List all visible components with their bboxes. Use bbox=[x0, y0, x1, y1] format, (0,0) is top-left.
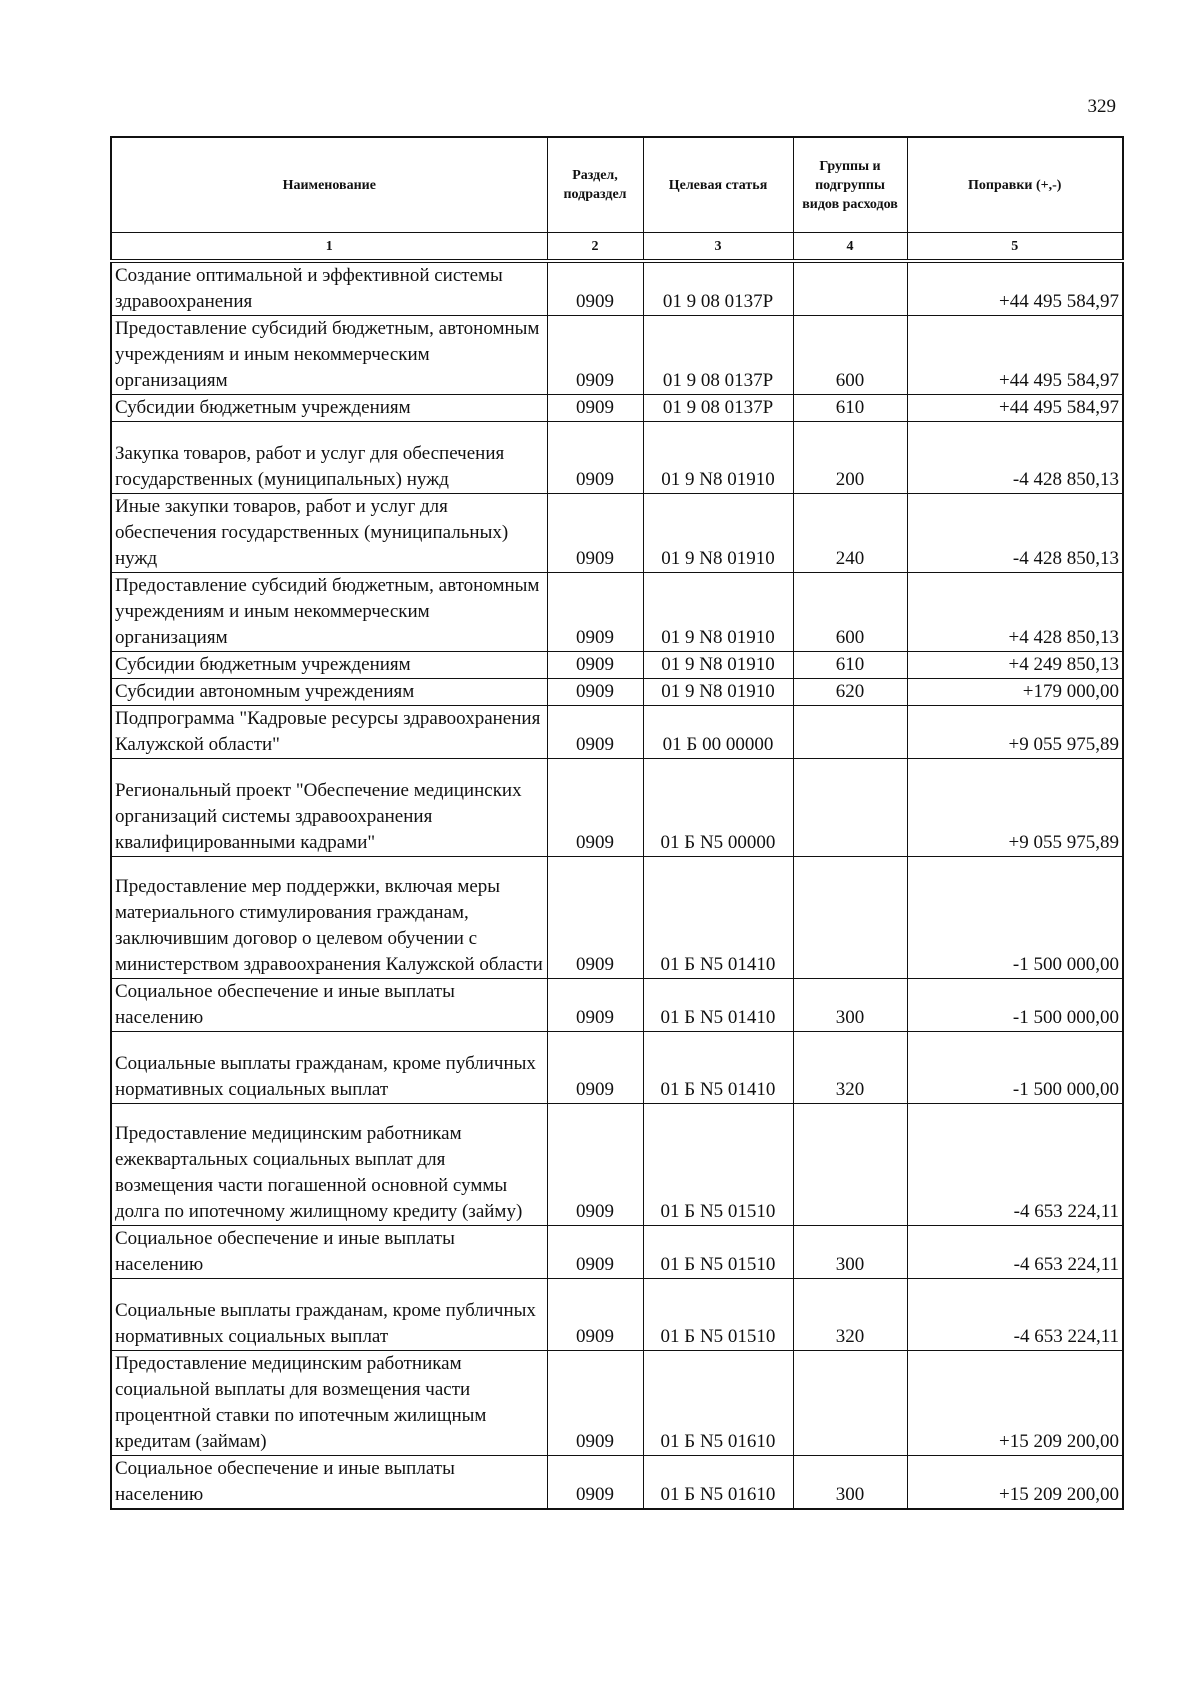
row-name-cell: Субсидии бюджетным учреждениям bbox=[111, 395, 547, 422]
table-row bbox=[111, 857, 1123, 979]
row-name-cell: Предоставление медицинским работникам социальной выплаты для возмещения части процентной ставки по ипотечным жилищным кредитам (займам) bbox=[111, 1351, 547, 1456]
row-article-cell: 01 Б N5 01510 bbox=[643, 1104, 793, 1226]
table-row bbox=[111, 422, 1123, 494]
row-amount-cell: -1 500 000,00 bbox=[907, 857, 1123, 979]
row-name-cell: Социальное обеспечение и иные выплаты населению bbox=[111, 1456, 547, 1510]
row-article-cell: 01 Б N5 01410 bbox=[643, 857, 793, 979]
row-amount-cell: +44 495 584,97 bbox=[907, 395, 1123, 422]
table-row bbox=[111, 1351, 1123, 1456]
table-row bbox=[111, 494, 1123, 573]
row-group-cell bbox=[793, 1104, 907, 1226]
row-article-cell: 01 9 N8 01910 bbox=[643, 494, 793, 573]
table-row bbox=[111, 1456, 1123, 1510]
row-section-cell: 0909 bbox=[547, 706, 643, 759]
table-row bbox=[111, 1226, 1123, 1279]
column-number: 5 bbox=[907, 233, 1123, 262]
row-amount-cell: +4 249 850,13 bbox=[907, 652, 1123, 679]
row-name-cell: Подпрограмма "Кадровые ресурсы здравоохранения Калужской области" bbox=[111, 706, 547, 759]
row-amount-cell: -4 653 224,11 bbox=[907, 1104, 1123, 1226]
row-group-cell bbox=[793, 1351, 907, 1456]
row-group-cell: 300 bbox=[793, 979, 907, 1032]
row-amount-cell: +15 209 200,00 bbox=[907, 1351, 1123, 1456]
row-section-cell: 0909 bbox=[547, 857, 643, 979]
row-group-cell: 300 bbox=[793, 1456, 907, 1510]
row-section-cell: 0909 bbox=[547, 759, 643, 857]
row-group-cell: 320 bbox=[793, 1032, 907, 1104]
row-group-cell: 610 bbox=[793, 395, 907, 422]
row-article-cell: 01 9 N8 01910 bbox=[643, 679, 793, 706]
row-article-cell: 01 Б N5 01410 bbox=[643, 1032, 793, 1104]
table-body bbox=[111, 261, 1123, 1509]
row-group-cell: 600 bbox=[793, 316, 907, 395]
table-row bbox=[111, 1104, 1123, 1226]
row-name-cell: Предоставление мер поддержки, включая меры материального стимулирования гражданам, заключившим договор о целевом обучении с министерством здравоохранения Калужской области bbox=[111, 857, 547, 979]
row-section-cell: 0909 bbox=[547, 494, 643, 573]
table-row bbox=[111, 679, 1123, 706]
row-group-cell bbox=[793, 706, 907, 759]
row-group-cell: 240 bbox=[793, 494, 907, 573]
row-amount-cell: +9 055 975,89 bbox=[907, 759, 1123, 857]
table-row bbox=[111, 759, 1123, 857]
row-group-cell bbox=[793, 857, 907, 979]
row-amount-cell: +179 000,00 bbox=[907, 679, 1123, 706]
row-name-cell: Социальное обеспечение и иные выплаты населению bbox=[111, 1226, 547, 1279]
table-row bbox=[111, 261, 1123, 316]
table-row bbox=[111, 1032, 1123, 1104]
row-group-cell: 320 bbox=[793, 1279, 907, 1351]
row-group-cell bbox=[793, 759, 907, 857]
row-article-cell: 01 Б N5 01510 bbox=[643, 1226, 793, 1279]
table-row bbox=[111, 395, 1123, 422]
row-name-cell: Предоставление медицинским работникам ежеквартальных социальных выплат для возмещения части погашенной основной суммы долга по ипотечному жилищному кредиту (займу) bbox=[111, 1104, 547, 1226]
row-name-cell: Создание оптимальной и эффективной системы здравоохранения bbox=[111, 261, 547, 316]
row-section-cell: 0909 bbox=[547, 1279, 643, 1351]
table-row bbox=[111, 316, 1123, 395]
row-article-cell: 01 Б N5 01410 bbox=[643, 979, 793, 1032]
row-group-cell: 610 bbox=[793, 652, 907, 679]
table-row bbox=[111, 979, 1123, 1032]
row-article-cell: 01 Б N5 01610 bbox=[643, 1351, 793, 1456]
row-article-cell: 01 9 08 0137P bbox=[643, 395, 793, 422]
row-group-cell: 200 bbox=[793, 422, 907, 494]
header-name: Наименование bbox=[111, 137, 547, 233]
row-section-cell: 0909 bbox=[547, 395, 643, 422]
row-name-cell: Социальные выплаты гражданам, кроме публичных нормативных социальных выплат bbox=[111, 1279, 547, 1351]
row-group-cell bbox=[793, 261, 907, 316]
row-section-cell: 0909 bbox=[547, 1351, 643, 1456]
column-number: 2 bbox=[547, 233, 643, 262]
row-name-cell: Региональный проект "Обеспечение медицинских организаций системы здравоохранения квалифицированными кадрами" bbox=[111, 759, 547, 857]
table-row bbox=[111, 573, 1123, 652]
row-article-cell: 01 9 08 0137P bbox=[643, 261, 793, 316]
row-article-cell: 01 9 08 0137P bbox=[643, 316, 793, 395]
row-amount-cell: -4 428 850,13 bbox=[907, 422, 1123, 494]
budget-amendments-table bbox=[110, 136, 1124, 1510]
row-name-cell: Предоставление субсидий бюджетным, автономным учреждениям и иным некоммерческим организациям bbox=[111, 573, 547, 652]
row-section-cell: 0909 bbox=[547, 1226, 643, 1279]
table-row bbox=[111, 706, 1123, 759]
header-article: Целевая статья bbox=[643, 137, 793, 233]
header-amount: Поправки (+,-) bbox=[907, 137, 1123, 233]
row-section-cell: 0909 bbox=[547, 316, 643, 395]
column-number: 4 bbox=[793, 233, 907, 262]
row-article-cell: 01 9 N8 01910 bbox=[643, 422, 793, 494]
row-name-cell: Иные закупки товаров, работ и услуг для обеспечения государственных (муниципальных) нужд bbox=[111, 494, 547, 573]
row-article-cell: 01 9 N8 01910 bbox=[643, 573, 793, 652]
table-row bbox=[111, 652, 1123, 679]
row-section-cell: 0909 bbox=[547, 422, 643, 494]
row-section-cell: 0909 bbox=[547, 679, 643, 706]
column-number: 3 bbox=[643, 233, 793, 262]
row-name-cell: Субсидии автономным учреждениям bbox=[111, 679, 547, 706]
row-article-cell: 01 Б N5 01510 bbox=[643, 1279, 793, 1351]
row-section-cell: 0909 bbox=[547, 261, 643, 316]
header-section: Раздел, подраздел bbox=[547, 137, 643, 233]
column-number: 1 bbox=[111, 233, 547, 262]
row-article-cell: 01 Б 00 00000 bbox=[643, 706, 793, 759]
row-name-cell: Социальные выплаты гражданам, кроме публичных нормативных социальных выплат bbox=[111, 1032, 547, 1104]
row-amount-cell: -1 500 000,00 bbox=[907, 979, 1123, 1032]
row-name-cell: Предоставление субсидий бюджетным, автономным учреждениям и иным некоммерческим организациям bbox=[111, 316, 547, 395]
row-article-cell: 01 Б N5 00000 bbox=[643, 759, 793, 857]
table-row bbox=[111, 1279, 1123, 1351]
header-group: Группы и подгруппы видов расходов bbox=[793, 137, 907, 233]
row-amount-cell: +44 495 584,97 bbox=[907, 316, 1123, 395]
row-amount-cell: -4 653 224,11 bbox=[907, 1279, 1123, 1351]
row-group-cell: 620 bbox=[793, 679, 907, 706]
row-amount-cell: +44 495 584,97 bbox=[907, 261, 1123, 316]
row-section-cell: 0909 bbox=[547, 1032, 643, 1104]
row-section-cell: 0909 bbox=[547, 979, 643, 1032]
page-number: 329 bbox=[1087, 96, 1116, 117]
row-section-cell: 0909 bbox=[547, 1456, 643, 1510]
row-group-cell: 600 bbox=[793, 573, 907, 652]
row-amount-cell: +4 428 850,13 bbox=[907, 573, 1123, 652]
row-amount-cell: -1 500 000,00 bbox=[907, 1032, 1123, 1104]
row-section-cell: 0909 bbox=[547, 652, 643, 679]
table-header-row bbox=[111, 137, 1123, 233]
row-name-cell: Субсидии бюджетным учреждениям bbox=[111, 652, 547, 679]
row-name-cell: Закупка товаров, работ и услуг для обеспечения государственных (муниципальных) нужд bbox=[111, 422, 547, 494]
row-amount-cell: -4 653 224,11 bbox=[907, 1226, 1123, 1279]
row-article-cell: 01 9 N8 01910 bbox=[643, 652, 793, 679]
row-article-cell: 01 Б N5 01610 bbox=[643, 1456, 793, 1510]
row-amount-cell: +15 209 200,00 bbox=[907, 1456, 1123, 1510]
row-section-cell: 0909 bbox=[547, 573, 643, 652]
row-amount-cell: +9 055 975,89 bbox=[907, 706, 1123, 759]
row-group-cell: 300 bbox=[793, 1226, 907, 1279]
column-number-row bbox=[111, 233, 1123, 262]
row-section-cell: 0909 bbox=[547, 1104, 643, 1226]
row-amount-cell: -4 428 850,13 bbox=[907, 494, 1123, 573]
row-name-cell: Социальное обеспечение и иные выплаты населению bbox=[111, 979, 547, 1032]
